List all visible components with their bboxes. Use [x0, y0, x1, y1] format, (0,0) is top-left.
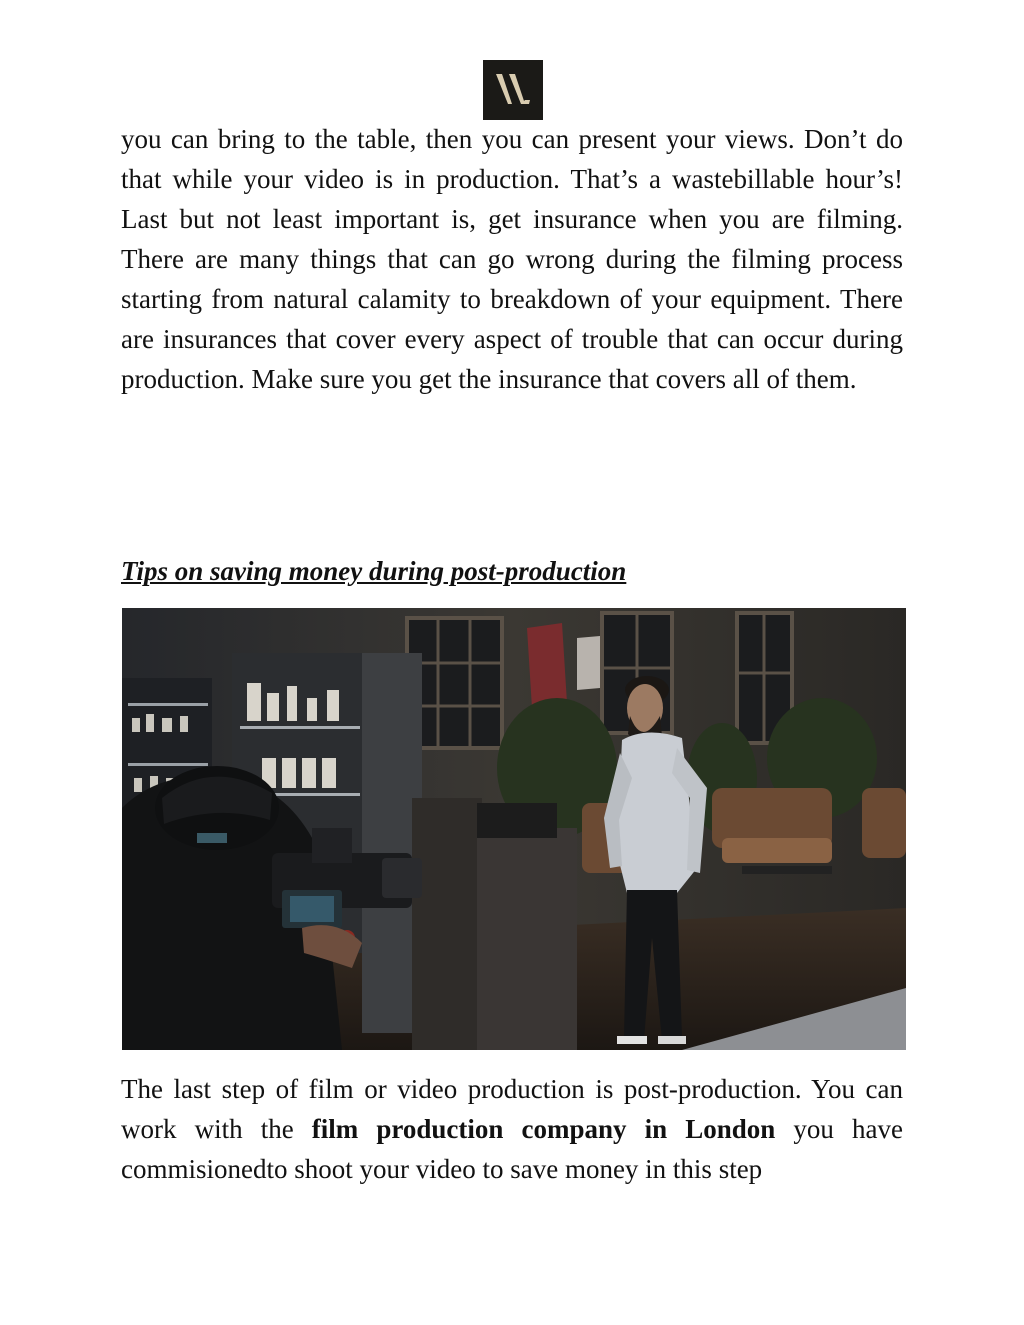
- body-paragraph: you can bring to the table, then you can present your views. Don’t do that while your video is in production. That’s a wastebillable hour’s! Last but not least important is, get insurance when you are filming. There are many things that can go wrong during the filming process starting from natural calamity to breakdown of your equipment. There are insurances that cover every aspect of trouble that can occur during production. Make sure you get the insurance that covers all of them.: [121, 124, 903, 394]
- logo-monogram-icon: [483, 60, 543, 120]
- body-paragraph-post-production: [121, 1069, 903, 1189]
- logo: [483, 60, 543, 120]
- paragraph-text-start: The last step of film or video production is post-production. You can work with the: [121, 1074, 903, 1144]
- section-heading: Tips on saving money during post-production: [121, 556, 627, 586]
- paragraph-text-end: you have commisionedto shoot your video to save money in this step: [121, 1114, 904, 1184]
- bold-keyword-link: film production company in London: [311, 1114, 776, 1144]
- film-set-photo: [122, 608, 906, 1050]
